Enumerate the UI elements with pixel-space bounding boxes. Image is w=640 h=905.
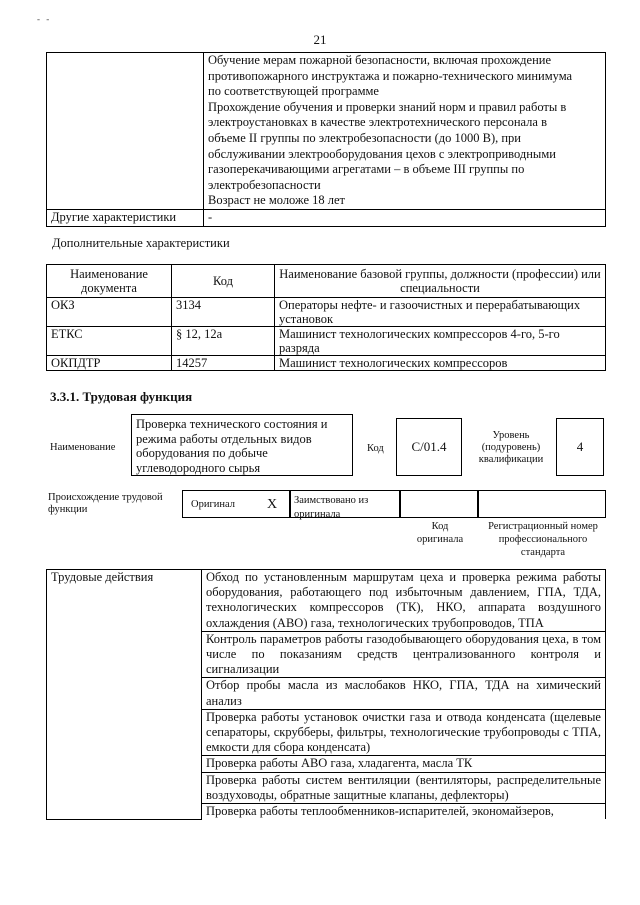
page-number: 21 <box>313 32 327 47</box>
additional-characteristics-table <box>46 264 606 371</box>
table-cell-label <box>47 53 204 210</box>
action-item: Проверка работы систем вентиляции (вентиляторы, распределительные воздуховоды, обратные защитные клапаны, дефлекторы) <box>202 772 606 803</box>
actions-label: Трудовые действия <box>47 570 202 820</box>
table-row <box>47 570 606 632</box>
code-caption: Код оригинала <box>416 521 464 545</box>
original-code-cell <box>400 490 478 518</box>
table-cell: Машинист технологических компрессоров 4-го, 5-го разряда <box>275 327 606 356</box>
borrowed-cell <box>290 490 400 518</box>
text-line: противопожарного инструктажа и пожарно-технического минимума <box>208 68 573 83</box>
text-line: обслуживании электрооборудования цехов с электроприводными <box>208 146 556 161</box>
table-cell: ОКПДТР <box>47 356 172 371</box>
labor-actions-table <box>46 569 606 820</box>
origin-label: Происхождение трудовой функции <box>48 492 163 515</box>
action-item: Обход по установленным маршрутам цеха и проверка режима работы оборудования, работающего под избыточным давлением, ГПА, ТДА, технологических компрессоров (ТК), НКО, аппарата воздушного охлаждения (АВО) газа, технологических трубопроводов, ТПА <box>202 570 606 632</box>
table-cell-label: Другие характеристики <box>47 209 204 226</box>
text-line: электроустановках в качестве электротехнического персонала в <box>208 115 547 130</box>
table-cell: 14257 <box>172 356 275 371</box>
table-row <box>47 356 606 371</box>
table-cell: Операторы нефте- и газоочистных и перерабатывающих установок <box>275 298 606 327</box>
function-code-box: C/01.4 <box>396 418 462 476</box>
action-item: Отбор пробы масла из маслобаков НКО, ГПА, ТДА на химический анализ <box>202 678 606 709</box>
table-cell: Машинист технологических компрессоров <box>275 356 606 371</box>
table-cell: ОКЗ <box>47 298 172 327</box>
borrowed-label: Заимствовано из оригинала <box>294 495 369 520</box>
section-heading: 3.3.1. Трудовая функция <box>50 389 193 404</box>
requirements-table <box>46 52 606 227</box>
table-row <box>47 53 606 210</box>
column-header: Наименование документа <box>47 265 172 298</box>
additional-characteristics-title: Дополнительные характеристики <box>52 236 230 250</box>
text-line: электробезопасности <box>208 177 321 192</box>
text-line: объеме II группы по электробезопасности (до 1000 В), при <box>208 130 521 145</box>
registration-caption: Регистрационный номер профессионального стандарта <box>488 521 598 558</box>
table-row <box>47 327 606 356</box>
text-line: Обучение мерам пожарной безопасности, включая прохождение <box>208 53 551 67</box>
table-cell: § 12, 12а <box>172 327 275 356</box>
table-row <box>47 209 606 226</box>
table-cell-value <box>204 53 606 210</box>
table-cell: ЕТКС <box>47 327 172 356</box>
code-label: Код <box>367 443 384 454</box>
function-name-box: Проверка технического состояния и режима работы отдельных видов оборудования по добыче углеводородного сырья <box>131 414 353 476</box>
name-label: Наименование <box>50 442 116 453</box>
action-item: Проверка работы теплообменников-испарителей, экономайзеров, <box>202 804 606 820</box>
original-mark: X <box>267 497 278 512</box>
table-header-row <box>47 265 606 298</box>
column-header: Наименование базовой группы, должности (профессии) или специальности <box>275 265 606 298</box>
column-header: Код <box>172 265 275 298</box>
table-cell-value: - <box>204 209 606 226</box>
level-value-box: 4 <box>556 418 604 476</box>
text-line: Прохождение обучения и проверки знаний норм и правил работы в <box>208 99 567 114</box>
action-item: Проверка работы установок очистки газа и отвода конденсата (щелевые сепараторы, скрубберы, фильтры, технологические трубопроводы с ТПА, емкости для сбора конденсата) <box>202 709 606 756</box>
text-line: газоперекачивающими агрегатами – в объеме III группы по <box>208 162 525 177</box>
text-line: по соответствующей программе <box>208 84 379 99</box>
original-cell <box>182 490 290 518</box>
level-label: Уровень (подуровень) квалификации <box>478 430 544 465</box>
table-cell: 3134 <box>172 298 275 327</box>
registration-number-cell <box>478 490 606 518</box>
table-row <box>47 298 606 327</box>
action-item: Контроль параметров работы газодобывающего оборудования цеха, в том числе по показаниям средств централизованного контроля и сигнализации <box>202 631 606 678</box>
text-line: Возраст не моложе 18 лет <box>208 193 346 208</box>
action-item: Проверка работы АВО газа, хладагента, масла ТК <box>202 756 606 772</box>
corner-marks: - - <box>37 14 52 24</box>
original-label: Оригинал <box>191 499 235 510</box>
